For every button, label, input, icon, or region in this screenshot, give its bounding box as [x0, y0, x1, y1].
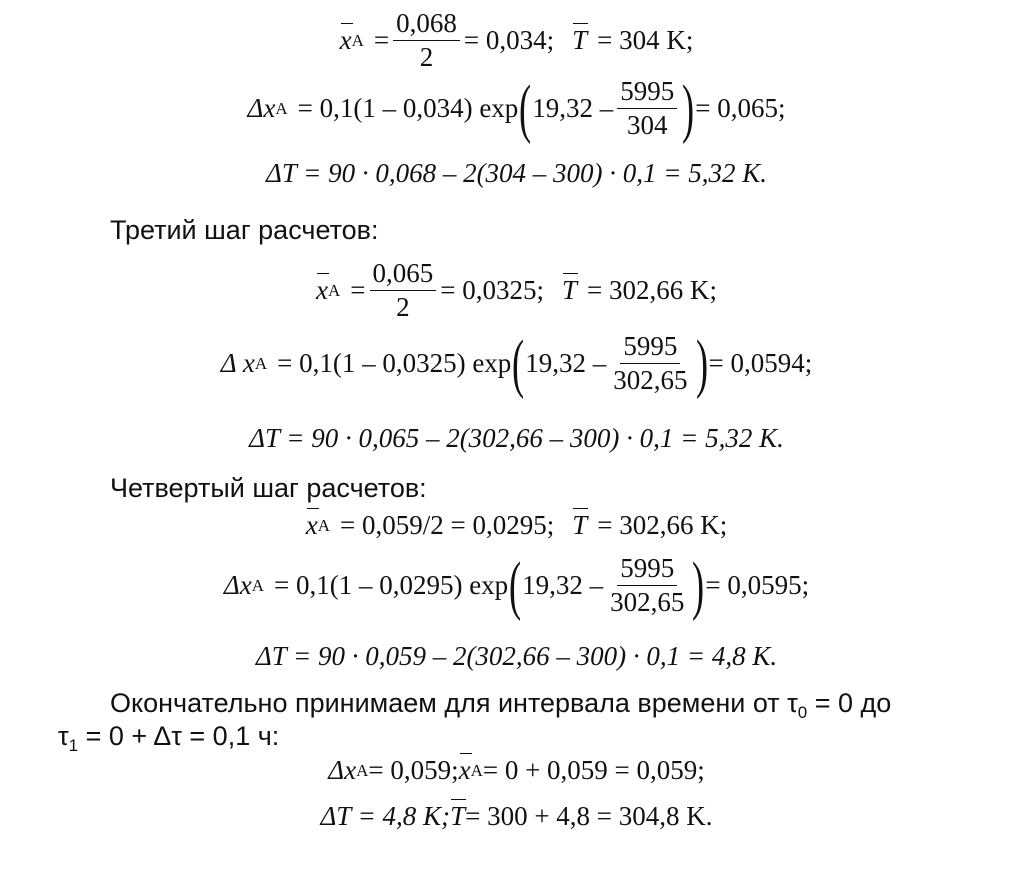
- t-symbol: T: [572, 25, 588, 55]
- dxa-inner: 19,32 –: [522, 570, 604, 600]
- xa-symbol: x: [458, 755, 471, 785]
- right-paren: ): [695, 326, 708, 400]
- dt-expression: ΔT = 90 · 0,068 – 2(304 – 300) · 0,1 = 5,32 K.: [265, 158, 768, 188]
- equation-dt-step2: [0, 160, 1033, 187]
- tau0-subscript: 0: [797, 703, 808, 722]
- dxa-subscript: A: [251, 576, 264, 595]
- fraction-denominator: 302,65: [610, 587, 685, 617]
- equation-dxa-step2: [0, 71, 1033, 145]
- dxa-inner: 19,32 –: [532, 93, 614, 123]
- fraction-denominator: 302,65: [613, 365, 688, 395]
- dxa-value: = 0,059;: [368, 755, 459, 785]
- left-paren: (: [509, 548, 522, 622]
- t-result: = 304 K;: [597, 25, 694, 55]
- t-symbol: T: [572, 510, 588, 540]
- heading-step4: Четвертый шаг расчетов:: [110, 473, 427, 503]
- dxa-result: = 0,0594;: [708, 348, 813, 378]
- equation-xa-step2: [0, 10, 1033, 71]
- dxa-fraction: [617, 78, 677, 139]
- equation-dt-step3: [0, 425, 1033, 452]
- dxa-symbol: Δx: [328, 755, 357, 785]
- t-result: = 302,66 K;: [587, 275, 717, 305]
- final-line2-text: = 0 + Δτ = 0,1 ч:: [78, 721, 280, 751]
- final-paragraph-line1: [110, 690, 891, 721]
- dxa-expression: = 0,1(1 – 0,0295) exp: [273, 570, 509, 600]
- xa-symbol: x: [316, 275, 328, 305]
- left-paren: (: [519, 71, 532, 145]
- dt-expression: ΔT = 90 · 0,065 – 2(302,66 – 300) · 0,1 = 5,32 K.: [249, 423, 784, 453]
- dxa-subscript: A: [356, 761, 369, 780]
- fraction-numerator: 0,065: [370, 260, 437, 291]
- t-symbol: T: [561, 275, 578, 305]
- right-paren: ): [692, 548, 705, 622]
- xa-subscript: A: [327, 281, 341, 300]
- dxa-symbol: Δ x: [220, 348, 255, 378]
- fraction-numerator: 0,068: [393, 10, 460, 41]
- fraction-numerator: 5995: [617, 555, 677, 586]
- tau1-symbol: τ: [58, 721, 69, 751]
- xa-result: = 0,034;: [463, 25, 555, 55]
- fraction-denominator: 2: [419, 42, 434, 72]
- dxa-result: = 0,0595;: [705, 570, 810, 600]
- dxa-subscript: A: [275, 99, 288, 118]
- equation-final-2: [0, 803, 1033, 830]
- dxa-subscript: A: [254, 354, 268, 373]
- xa-fraction: [370, 260, 437, 321]
- t-symbol: T: [450, 801, 466, 831]
- equation-xa-step3: [0, 260, 1033, 321]
- dxa-symbol: Δx: [247, 93, 276, 123]
- xa-subscript: A: [351, 31, 364, 50]
- equals-sign: =: [373, 25, 390, 55]
- fraction-denominator: 2: [396, 292, 410, 322]
- heading-step3: Третий шаг расчетов:: [110, 215, 379, 245]
- xa-fraction: [393, 10, 460, 71]
- t-value: = 300 + 4,8 = 304,8 K.: [465, 801, 713, 831]
- dt-expression: ΔT = 90 · 0,059 – 2(302,66 – 300) · 0,1 = 4,8 K.: [255, 641, 778, 671]
- dxa-symbol: Δx: [223, 570, 252, 600]
- tau1-subscript: 1: [68, 736, 79, 755]
- final-text: Окончательно принимаем для интервала времени от τ: [110, 688, 798, 718]
- equation-final-1: [0, 757, 1033, 784]
- fraction-numerator: 5995: [617, 78, 677, 109]
- fraction-numerator: 5995: [620, 333, 680, 364]
- xa-result: = 0,059/2 = 0,0295;: [340, 510, 555, 540]
- fraction-denominator: 304: [627, 110, 668, 140]
- right-paren: ): [682, 71, 695, 145]
- xa-symbol: x: [339, 25, 352, 55]
- xa-result: = 0,0325;: [440, 275, 544, 305]
- t-result: = 302,66 K;: [597, 510, 728, 540]
- final-text-end: = 0 до: [807, 688, 892, 718]
- final-paragraph-line2: [58, 723, 279, 754]
- dxa-inner: 19,32 –: [525, 348, 607, 378]
- equation-dxa-step4: [0, 548, 1033, 622]
- xa-subscript: A: [317, 516, 331, 535]
- equation-dt-step4: [0, 643, 1033, 670]
- equation-xa-step4: [0, 512, 1033, 539]
- dxa-result: = 0,065;: [695, 93, 786, 123]
- left-paren: (: [512, 326, 525, 400]
- dxa-fraction: [607, 555, 687, 616]
- xa-symbol: x: [305, 510, 318, 540]
- xa-subscript: A: [470, 761, 483, 780]
- dt-value: ΔT = 4,8 K;: [320, 801, 451, 831]
- dxa-fraction: [610, 333, 690, 394]
- equation-dxa-step3: [0, 326, 1033, 400]
- dxa-expression: = 0,1(1 – 0,0325) exp: [277, 348, 512, 378]
- xa-value: = 0 + 0,059 = 0,059;: [482, 755, 705, 785]
- equals-sign: =: [350, 275, 366, 305]
- dxa-expression: = 0,1(1 – 0,034) exp: [297, 93, 519, 123]
